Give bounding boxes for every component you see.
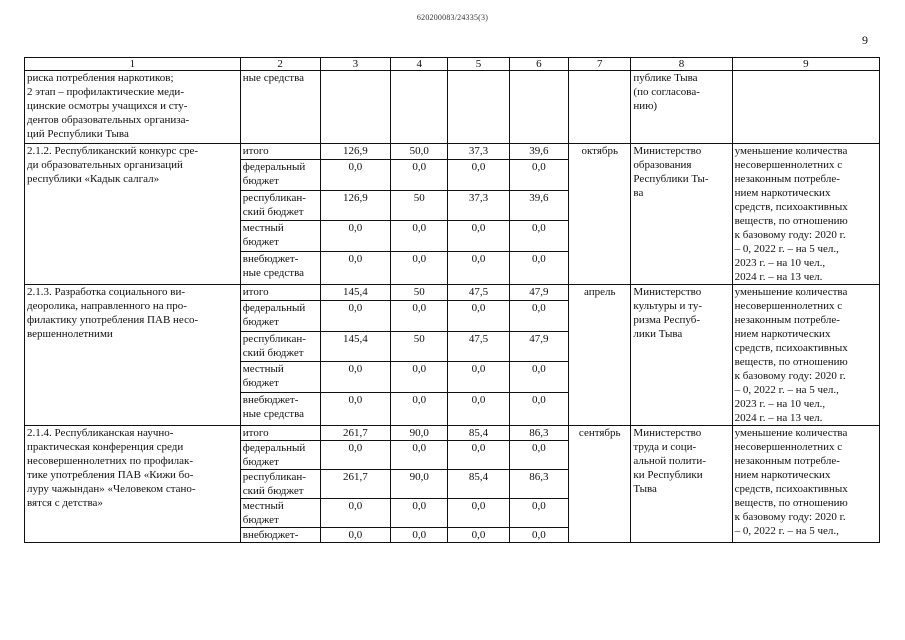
header-cell-6: 6: [509, 58, 568, 71]
header-cell-4: 4: [391, 58, 448, 71]
header-cell-9: 9: [732, 58, 879, 71]
measure-executor: Министерство культуры и ту- ризма Респуб- лики Тыва: [631, 285, 732, 426]
value-col-5: 0,0: [448, 528, 509, 543]
document-id: 620200083/24335(3): [416, 13, 489, 22]
value-col-5: 47,5: [448, 331, 509, 362]
value-col-6: 47,9: [509, 331, 568, 362]
value-col-4: 0,0: [391, 252, 448, 285]
value-col-3: 261,7: [320, 470, 391, 499]
value-col-4: 50: [391, 285, 448, 301]
continuation-measure-text: риска потребления наркотиков; 2 этап – профилактические меди- цинские осмотры учащихся и сту- дентов образовательных организа- ций Республики Тыва: [25, 71, 241, 144]
value-col-6: 39,6: [509, 190, 568, 221]
funding-source: федеральный бюджет: [240, 300, 320, 331]
value-col-5: 85,4: [448, 426, 509, 441]
value-col-4: 50: [391, 331, 448, 362]
continuation-empty-6: [509, 71, 568, 144]
value-col-5: 85,4: [448, 470, 509, 499]
funding-source: внебюджет-: [240, 528, 320, 543]
value-col-6: 0,0: [509, 499, 568, 528]
value-col-6: 0,0: [509, 300, 568, 331]
value-col-3: 145,4: [320, 285, 391, 301]
value-col-6: 39,6: [509, 144, 568, 160]
value-col-4: 50,0: [391, 144, 448, 160]
value-col-3: 0,0: [320, 300, 391, 331]
funding-source: местный бюджет: [240, 362, 320, 393]
value-col-4: 0,0: [391, 393, 448, 426]
funding-source: федеральный бюджет: [240, 441, 320, 470]
table-row: [25, 144, 880, 160]
continuation-empty-4: [391, 71, 448, 144]
header-cell-3: 3: [320, 58, 391, 71]
continuation-empty-7: [569, 71, 631, 144]
value-col-6: 0,0: [509, 221, 568, 252]
measures-table: [24, 57, 880, 543]
continuation-row: [25, 71, 880, 144]
value-col-3: 0,0: [320, 159, 391, 190]
funding-source: внебюджет- ные средства: [240, 393, 320, 426]
value-col-5: 47,5: [448, 285, 509, 301]
value-col-3: 145,4: [320, 331, 391, 362]
continuation-source: ные средства: [240, 71, 320, 144]
measure-result: уменьшение количества несовершеннолетних с незаконным потребле- нием наркотических средств, психоактивных веществ, по отношению к базовому году: 2020 г. – 0, 2022 г. – на 5 чел., 2023 г. – на 10 чел., 2024 г. – на 13 чел.: [732, 285, 879, 426]
value-col-3: 0,0: [320, 221, 391, 252]
value-col-5: 0,0: [448, 499, 509, 528]
header-cell-8: 8: [631, 58, 732, 71]
value-col-6: 0,0: [509, 159, 568, 190]
value-col-5: 0,0: [448, 221, 509, 252]
value-col-4: 90,0: [391, 470, 448, 499]
value-col-6: 0,0: [509, 393, 568, 426]
value-col-3: 0,0: [320, 441, 391, 470]
value-col-4: 0,0: [391, 362, 448, 393]
funding-source: внебюджет- ные средства: [240, 252, 320, 285]
value-col-4: 0,0: [391, 499, 448, 528]
value-col-3: 0,0: [320, 362, 391, 393]
measure-executor: Министерство труда и соци- альной полити- ки Республики Тыва: [631, 426, 732, 543]
value-col-6: 0,0: [509, 252, 568, 285]
value-col-6: 0,0: [509, 362, 568, 393]
funding-source: итого: [240, 285, 320, 301]
table-row: [25, 426, 880, 441]
funding-source: республикан- ский бюджет: [240, 331, 320, 362]
value-col-4: 90,0: [391, 426, 448, 441]
funding-source: местный бюджет: [240, 221, 320, 252]
funding-source: республикан- ский бюджет: [240, 190, 320, 221]
continuation-empty-5: [448, 71, 509, 144]
measure-month: сентябрь: [569, 426, 631, 543]
value-col-6: 86,3: [509, 470, 568, 499]
header-cell-2: 2: [240, 58, 320, 71]
table-row: [25, 285, 880, 301]
value-col-3: 0,0: [320, 499, 391, 528]
value-col-5: 37,3: [448, 144, 509, 160]
continuation-empty-9: [732, 71, 879, 144]
measure-result: уменьшение количества несовершеннолетних с незаконным потребле- нием наркотических средств, психоактивных веществ, по отношению к базовому году: 2020 г. – 0, 2022 г. – на 5 чел.,: [732, 426, 879, 543]
measure-title: 2.1.2. Республиканский конкурс сре- ди образовательных организаций республики «Кадык салгал»: [25, 144, 241, 285]
measure-executor: Министерство образования Республики Ты- ва: [631, 144, 732, 285]
page-number: 9: [862, 33, 868, 47]
funding-source: республикан- ский бюджет: [240, 470, 320, 499]
header-row: [25, 58, 880, 71]
funding-source: итого: [240, 426, 320, 441]
measure-month: октябрь: [569, 144, 631, 285]
value-col-3: 126,9: [320, 190, 391, 221]
measure-title: 2.1.4. Республиканская научно- практическая конференция среди несовершеннолетних по профилак- тике употребления ПАВ «Кижи бо- луру чажындан» «Человеком стано- вятся с детства»: [25, 426, 241, 543]
continuation-executor: публике Тыва (по согласова- нию): [631, 71, 732, 144]
value-col-6: 0,0: [509, 441, 568, 470]
value-col-4: 50: [391, 190, 448, 221]
continuation-empty-3: [320, 71, 391, 144]
value-col-6: 0,0: [509, 528, 568, 543]
value-col-5: 0,0: [448, 393, 509, 426]
value-col-5: 37,3: [448, 190, 509, 221]
measure-month: апрель: [569, 285, 631, 426]
value-col-5: 0,0: [448, 441, 509, 470]
value-col-5: 0,0: [448, 252, 509, 285]
value-col-6: 86,3: [509, 426, 568, 441]
header-cell-7: 7: [569, 58, 631, 71]
funding-source: федеральный бюджет: [240, 159, 320, 190]
value-col-4: 0,0: [391, 159, 448, 190]
value-col-5: 0,0: [448, 362, 509, 393]
measure-title: 2.1.3. Разработка социального ви- деоролика, направленного на про- филактику употребления ПАВ несо- вершеннолетними: [25, 285, 241, 426]
value-col-6: 47,9: [509, 285, 568, 301]
value-col-4: 0,0: [391, 528, 448, 543]
value-col-4: 0,0: [391, 221, 448, 252]
header-cell-5: 5: [448, 58, 509, 71]
measure-result: уменьшение количества несовершеннолетних с незаконным потребле- нием наркотических средств, психоактивных веществ, по отношению к базовому году: 2020 г. – 0, 2022 г. – на 5 чел., 2023 г. – на 10 чел., 2024 г. – на 13 чел.: [732, 144, 879, 285]
value-col-4: 0,0: [391, 300, 448, 331]
value-col-3: 0,0: [320, 393, 391, 426]
value-col-5: 0,0: [448, 159, 509, 190]
value-col-3: 0,0: [320, 528, 391, 543]
value-col-5: 0,0: [448, 300, 509, 331]
value-col-3: 126,9: [320, 144, 391, 160]
value-col-4: 0,0: [391, 441, 448, 470]
header-cell-1: 1: [25, 58, 241, 71]
funding-source: местный бюджет: [240, 499, 320, 528]
funding-source: итого: [240, 144, 320, 160]
value-col-3: 0,0: [320, 252, 391, 285]
value-col-3: 261,7: [320, 426, 391, 441]
